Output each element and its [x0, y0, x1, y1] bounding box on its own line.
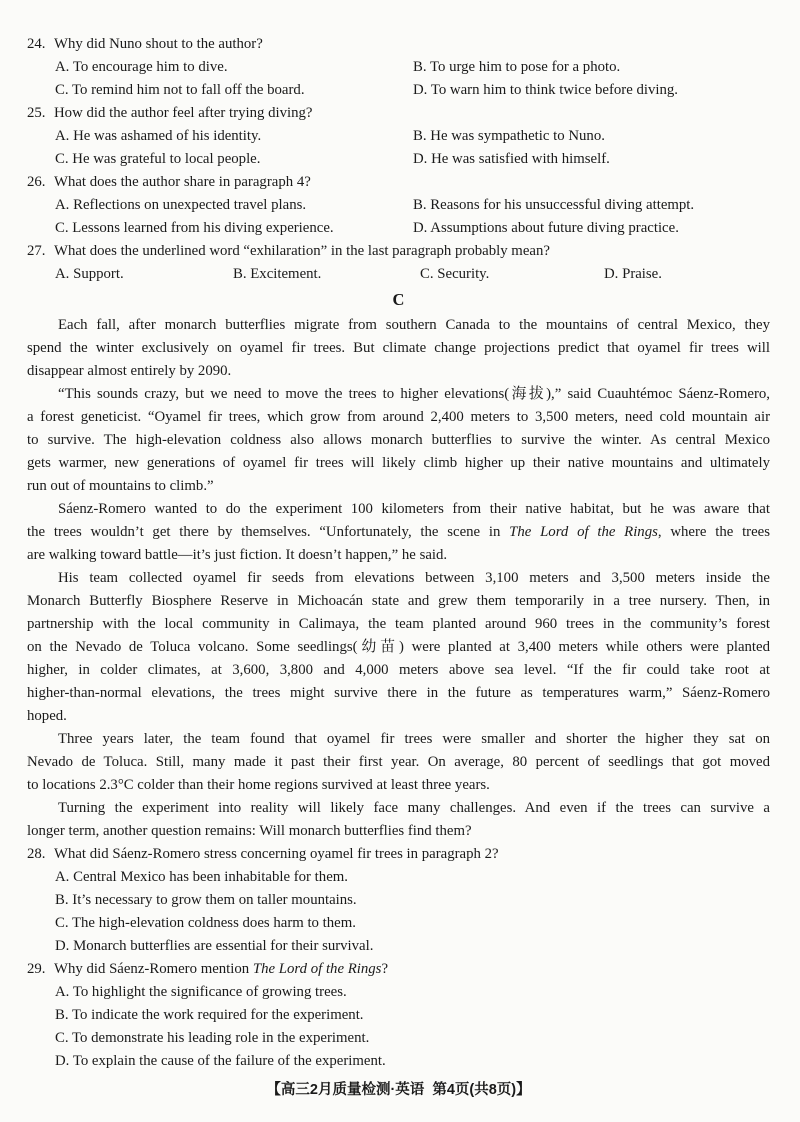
option-29-C: C. To demonstrate his leading role in the experiment.: [55, 1030, 370, 1046]
passage-line: to locations 2.3°C colder than their home regions survived at least three years.: [27, 777, 490, 793]
question-text: What does the author share in paragraph 4?: [54, 174, 311, 190]
option-27-C: C. Security.: [420, 266, 490, 282]
passage-paragraph: [27, 797, 770, 843]
option-28-C: C. The high-elevation coldness does harm to them.: [55, 915, 356, 931]
passage-line: longer term, another question remains: Will monarch butterflies find them?: [27, 823, 472, 839]
question-text: Why did Nuno shout to the author?: [54, 36, 263, 52]
question-stem: [27, 171, 770, 194]
passage-line: hoped.: [27, 708, 67, 724]
passage-line: on the Nevado de Toluca volcano. Some seedlings(幼苗) were planted at 3,400 meters while others were planted: [27, 639, 770, 655]
option-24-D: D. To warn him to think twice before diving.: [413, 82, 678, 98]
passage-line: spend the winter exclusively on oyamel fir trees. But climate change projections predict that oyamel fir trees will: [27, 340, 770, 356]
option-26-A: A. Reflections on unexpected travel plans.: [55, 197, 307, 213]
question-stem: [27, 102, 770, 125]
options-group: [27, 981, 770, 1073]
question-list-top: [27, 33, 770, 286]
question-number: 25.: [27, 105, 46, 121]
question-number: 26.: [27, 174, 46, 190]
option-27-A: A. Support.: [55, 266, 124, 282]
question-text: What did Sáenz-Romero stress concerning oyamel fir trees in paragraph 2?: [54, 846, 499, 862]
text-segment: , where the trees: [657, 524, 770, 540]
question-number: 27.: [27, 243, 46, 259]
passage-paragraph: [27, 728, 770, 797]
passage-line: Each fall, after monarch butterflies migrate from southern Canada to the mountains of central Mexico, they: [58, 317, 770, 333]
passage-line: a forest geneticist. “Oyamel fir trees, which grow from around 2,400 meters to 3,500 meters, need cold mountain air: [27, 409, 770, 425]
text-segment: Why did Sáenz-Romero mention: [54, 961, 253, 977]
question-28: [27, 843, 770, 958]
question-number: 28.: [27, 846, 46, 862]
options-group: [27, 125, 770, 171]
option-28-D: D. Monarch butterflies are essential for their survival.: [55, 938, 374, 954]
passage-line: Three years later, the team found that oyamel fir trees were smaller and shorter the higher they sat on: [58, 731, 770, 747]
question-27: [27, 240, 770, 286]
passage-line: Monarch Butterfly Biosphere Reserve in Michoacán state and grew them temporarily in a tree nursery. Then, in: [27, 593, 770, 609]
option-25-A: A. He was ashamed of his identity.: [55, 128, 262, 144]
passage-line: Nevado de Toluca. Still, many made it past their first year. On average, 80 percent of seedlings that got moved: [27, 754, 770, 770]
question-24: [27, 33, 770, 102]
question-stem: [27, 843, 770, 866]
option-25-C: C. He was grateful to local people.: [55, 151, 261, 167]
option-27-B: B. Excitement.: [233, 266, 322, 282]
question-25: [27, 102, 770, 171]
question-text: [54, 961, 388, 977]
passage-line: Turning the experiment into reality will likely face many challenges. And even if the trees can survive a: [58, 800, 770, 816]
passage-line: higher, in colder climates, at 3,600, 3,800 and 4,000 meters above sea level. “If the fir could take root at: [27, 662, 770, 678]
book-title-italic: The Lord of the Rings: [252, 961, 382, 977]
question-stem: [27, 33, 770, 56]
text-segment: the trees wouldn’t get there by themselves. “Unfortunately, the scene in: [27, 524, 510, 540]
option-26-D: D. Assumptions about future diving practice.: [413, 220, 679, 236]
question-stem: [27, 240, 770, 263]
reading-passage-c: [27, 314, 770, 843]
question-list-bottom: [27, 843, 770, 1073]
question-29: [27, 958, 770, 1073]
question-text: What does the underlined word “exhilaration” in the last paragraph probably mean?: [54, 243, 550, 259]
option-25-B: B. He was sympathetic to Nuno.: [413, 128, 605, 144]
question-number: 24.: [27, 36, 46, 52]
text-segment: ?: [381, 961, 389, 977]
question-26: [27, 171, 770, 240]
question-stem: [27, 958, 770, 981]
option-24-C: C. To remind him not to fall off the board.: [55, 82, 305, 98]
passage-line: His team collected oyamel fir seeds from elevations between 3,100 meters and 3,500 meters inside the: [58, 570, 770, 586]
passage-line: gets warmer, new generations of oyamel fir trees will likely climb higher up their native mountains and ultimately: [27, 455, 770, 471]
passage-line: disappear almost entirely by 2090.: [27, 363, 232, 379]
option-29-D: D. To explain the cause of the failure of the experiment.: [55, 1053, 386, 1069]
passage-line: to survive. The high-elevation coldness also allows monarch butterflies to survive the winter. As central Mexico: [27, 432, 770, 448]
passage-line: [27, 521, 770, 544]
option-26-C: C. Lessons learned from his diving experience.: [55, 220, 334, 236]
passage-line: Sáenz-Romero wanted to do the experiment 100 kilometers from their native habitat, but he was aware that: [58, 501, 770, 517]
option-29-A: A. To highlight the significance of growing trees.: [55, 984, 347, 1000]
option-25-D: D. He was satisfied with himself.: [413, 151, 610, 167]
option-24-B: B. To urge him to pose for a photo.: [413, 59, 621, 75]
option-29-B: B. To indicate the work required for the experiment.: [55, 1007, 364, 1023]
question-number: 29.: [27, 961, 46, 977]
passage-line: higher-than-normal elevations, the trees might survive there in the future as temperatures warm,” Sáenz-Romero: [27, 685, 770, 701]
options-group: [27, 194, 770, 240]
question-text: How did the author feel after trying diving?: [54, 105, 313, 121]
passage-line: are walking toward battle—it’s just fiction. It doesn’t happen,” he said.: [27, 547, 448, 563]
option-24-A: A. To encourage him to dive.: [55, 59, 228, 75]
passage-line: “This sounds crazy, but we need to move the trees to higher elevations(海拔),” said Cuauhtémoc Sáenz-Romero,: [58, 386, 770, 402]
passage-line: run out of mountains to climb.”: [27, 478, 214, 494]
options-group: [27, 56, 770, 102]
option-26-B: B. Reasons for his unsuccessful diving attempt.: [413, 197, 695, 213]
passage-line: partnership with the local community in Calimaya, the team planted around 960 trees in the community’s forest: [27, 616, 770, 632]
option-28-B: B. It’s necessary to grow them on taller mountains.: [55, 892, 357, 908]
passage-paragraph: [27, 314, 770, 383]
page-footer: 【高三2月质量检测·英语 第4页(共8页)】: [266, 1082, 531, 1098]
section-c-heading: C: [392, 290, 405, 309]
option-28-A: A. Central Mexico has been inhabitable for them.: [55, 869, 348, 885]
book-title-italic: The Lord of the Rings: [509, 524, 658, 540]
options-group: [27, 263, 770, 286]
passage-paragraph: [27, 567, 770, 728]
passage-paragraph: [27, 383, 770, 498]
passage-paragraph: [27, 498, 770, 567]
option-27-D: D. Praise.: [604, 266, 662, 282]
options-group: [27, 866, 770, 958]
